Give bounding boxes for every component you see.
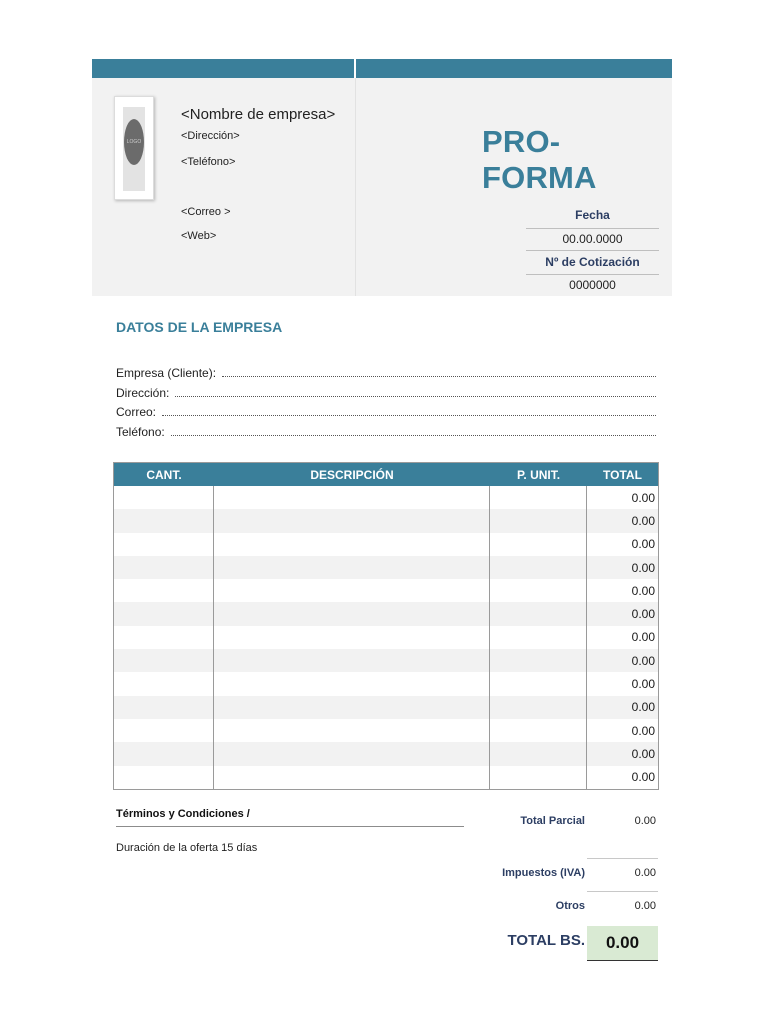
total-cell[interactable]: 0.00 [631, 677, 655, 692]
total-cell[interactable]: 0.00 [631, 607, 655, 622]
total-cell[interactable]: 0.00 [631, 513, 655, 528]
qty-cell[interactable] [114, 579, 214, 602]
client-address-label: Dirección: [116, 386, 170, 400]
qty-cell[interactable] [114, 742, 214, 765]
items-table-body [114, 486, 658, 789]
subtotal-value: 0.00 [634, 815, 656, 827]
table-row [114, 766, 658, 789]
unit-price-cell[interactable] [490, 509, 587, 532]
terms-text: Duración de la oferta 15 días [116, 842, 258, 854]
company-logo [114, 96, 154, 200]
subtotal-label: Total Parcial [520, 815, 585, 827]
client-address-field[interactable] [116, 384, 656, 400]
description-cell[interactable] [214, 602, 490, 625]
terms-rule [116, 826, 464, 827]
client-phone-label: Teléfono: [116, 425, 165, 439]
table-row [114, 672, 658, 695]
description-cell[interactable] [214, 626, 490, 649]
date-label: Fecha [575, 208, 610, 222]
unit-price-cell[interactable] [490, 649, 587, 672]
unit-price-cell[interactable] [490, 602, 587, 625]
table-row [114, 486, 658, 509]
date-rule [526, 228, 659, 229]
other-label: Otros [555, 900, 585, 912]
total-cell[interactable]: 0.00 [631, 770, 655, 785]
grand-total-label: TOTAL BS. [507, 932, 585, 949]
header-unit-price: P. UNIT. [516, 467, 561, 482]
description-cell[interactable] [214, 696, 490, 719]
table-row [114, 626, 658, 649]
top-bar-divider [354, 59, 356, 78]
quote-number-value: 0000000 [569, 278, 616, 292]
description-cell[interactable] [214, 533, 490, 556]
unit-price-cell[interactable] [490, 556, 587, 579]
total-cell[interactable]: 0.00 [631, 583, 655, 598]
description-cell[interactable] [214, 672, 490, 695]
items-table-header [114, 463, 658, 486]
table-row [114, 533, 658, 556]
date-value: 00.00.0000 [562, 232, 623, 246]
qty-cell[interactable] [114, 626, 214, 649]
unit-price-cell[interactable] [490, 696, 587, 719]
company-name: <Nombre de empresa> [181, 106, 336, 123]
header-description: DESCRIPCIÓN [310, 467, 394, 482]
description-cell[interactable] [214, 556, 490, 579]
qty-cell[interactable] [114, 556, 214, 579]
total-cell[interactable]: 0.00 [631, 746, 655, 761]
table-row [114, 649, 658, 672]
terms-title: Términos y Condiciones / [116, 808, 250, 820]
client-address-line[interactable] [175, 396, 656, 397]
company-email: <Correo > [181, 206, 231, 218]
description-cell[interactable] [214, 509, 490, 532]
header-divider [355, 78, 356, 296]
unit-price-cell[interactable] [490, 626, 587, 649]
client-email-label: Correo: [116, 405, 157, 419]
description-cell[interactable] [214, 742, 490, 765]
document-title: PRO-FORMA [482, 124, 597, 195]
company-address: <Dirección> [181, 130, 240, 142]
top-accent-bar [92, 59, 672, 78]
total-cell[interactable]: 0.00 [631, 653, 655, 668]
document-header [92, 78, 672, 296]
qty-cell[interactable] [114, 766, 214, 789]
unit-price-cell[interactable] [490, 719, 587, 742]
client-company-label: Empresa (Cliente): [116, 366, 217, 380]
total-cell[interactable]: 0.00 [631, 537, 655, 552]
company-web: <Web> [181, 230, 217, 242]
subtotal-rule [587, 858, 658, 859]
total-cell[interactable]: 0.00 [631, 630, 655, 645]
table-row [114, 579, 658, 602]
grand-total-value: 0.00 [587, 926, 658, 961]
header-qty: CANT. [146, 467, 182, 482]
description-cell[interactable] [214, 766, 490, 789]
qty-cell[interactable] [114, 672, 214, 695]
total-cell[interactable]: 0.00 [631, 490, 655, 505]
unit-price-cell[interactable] [490, 579, 587, 602]
client-phone-field[interactable] [116, 423, 656, 439]
unit-price-cell[interactable] [490, 486, 587, 509]
tax-label: Impuestos (IVA) [502, 867, 585, 879]
table-row [114, 602, 658, 625]
client-company-field[interactable] [116, 364, 656, 380]
qty-cell[interactable] [114, 719, 214, 742]
quote-number-label: Nº de Cotización [545, 255, 640, 269]
unit-price-cell[interactable] [490, 766, 587, 789]
total-cell[interactable]: 0.00 [631, 560, 655, 575]
quote-rule [526, 274, 659, 275]
table-row [114, 719, 658, 742]
unit-price-cell[interactable] [490, 742, 587, 765]
client-phone-line[interactable] [171, 435, 656, 436]
client-email-field[interactable] [116, 403, 656, 419]
qty-cell[interactable] [114, 509, 214, 532]
total-cell[interactable]: 0.00 [631, 700, 655, 715]
tax-rule [587, 891, 658, 892]
qty-cell[interactable] [114, 486, 214, 509]
description-cell[interactable] [214, 719, 490, 742]
description-cell[interactable] [214, 579, 490, 602]
qty-cell[interactable] [114, 649, 214, 672]
table-row [114, 696, 658, 719]
description-cell[interactable] [214, 649, 490, 672]
client-email-line[interactable] [162, 415, 656, 416]
qty-cell[interactable] [114, 696, 214, 719]
table-row [114, 556, 658, 579]
client-company-line[interactable] [222, 376, 656, 377]
date-value-rule [526, 250, 659, 251]
table-row [114, 742, 658, 765]
header-total: TOTAL [603, 467, 642, 482]
qty-cell[interactable] [114, 533, 214, 556]
description-cell[interactable] [214, 486, 490, 509]
unit-price-cell[interactable] [490, 672, 587, 695]
items-table [113, 462, 659, 790]
client-section-title: DATOS DE LA EMPRESA [116, 319, 283, 335]
total-cell[interactable]: 0.00 [631, 723, 655, 738]
unit-price-cell[interactable] [490, 533, 587, 556]
company-phone: <Teléfono> [181, 156, 236, 168]
tax-value: 0.00 [634, 867, 656, 879]
qty-cell[interactable] [114, 602, 214, 625]
logo-text: LOGO [126, 139, 142, 145]
other-value: 0.00 [634, 900, 656, 912]
table-row [114, 509, 658, 532]
